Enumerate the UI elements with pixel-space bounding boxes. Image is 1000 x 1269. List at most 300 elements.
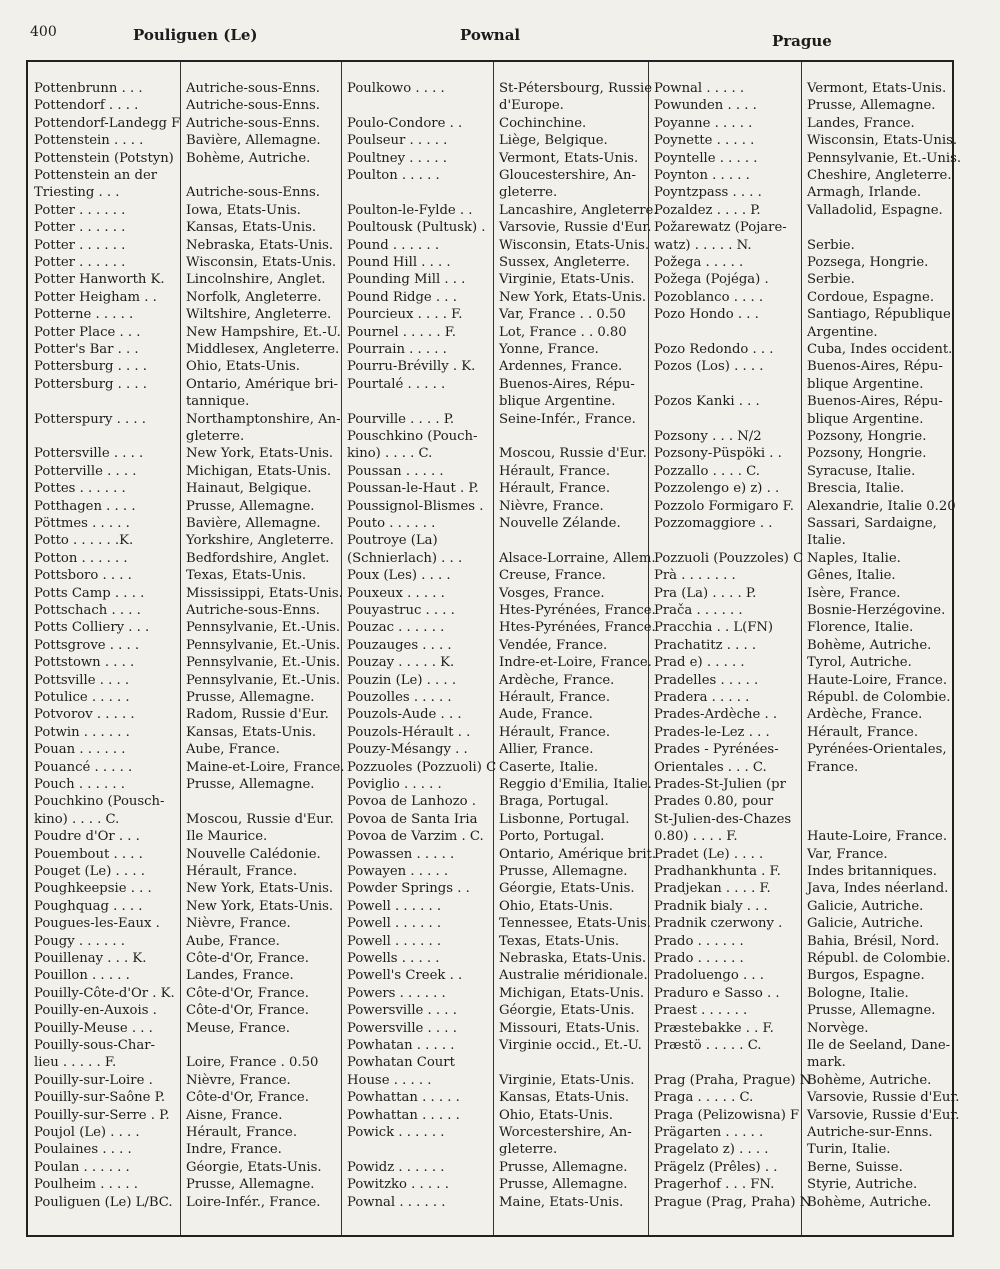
- table-row: [28, 1159, 341, 1176]
- table-row: [648, 1141, 954, 1158]
- place-name: Poulseur . . . . .: [347, 133, 448, 149]
- table-row: [28, 776, 341, 793]
- table-row: [341, 1176, 648, 1193]
- table-row: [648, 1072, 954, 1089]
- table-row: [28, 115, 341, 132]
- table-row: [28, 271, 341, 288]
- table-row: [28, 445, 341, 462]
- place-location: Bavière, Allemagne.: [186, 133, 321, 149]
- place-location: Radom, Russie d'Eur.: [186, 707, 329, 723]
- table-row: [28, 1141, 341, 1158]
- place-name: Povoa de Lanhozo .: [347, 794, 476, 810]
- table-row: [341, 793, 648, 810]
- place-name: Pozzuoles (Pozzuoli) C: [347, 759, 497, 775]
- place-location: Michigan, Etats-Unis.: [186, 463, 332, 479]
- place-name: Pottersburg . . . .: [34, 376, 147, 392]
- place-name: Prà . . . . . . .: [654, 568, 736, 584]
- place-name: Poulton . . . . .: [347, 168, 440, 183]
- table-row: [341, 97, 648, 114]
- place-location: Liège, Belgique.: [499, 133, 608, 149]
- place-location: Hainaut, Belgique.: [186, 481, 312, 497]
- place-location: Bahia, Brésil, Nord.: [807, 933, 940, 949]
- place-location: Hérault, France.: [186, 864, 298, 879]
- table-row: [28, 1089, 341, 1106]
- place-location: Porto, Portugal.: [499, 829, 605, 845]
- place-location: Aude, France.: [499, 707, 593, 723]
- place-name: Poultousk (Pultusk) .: [347, 220, 486, 236]
- place-name: Powells . . . . .: [347, 951, 440, 966]
- table-row: [341, 289, 648, 306]
- table-row: [341, 428, 648, 445]
- place-location: Cochinchine.: [499, 115, 587, 131]
- table-row: [28, 828, 341, 845]
- table-row: [648, 393, 954, 410]
- place-location: Virginie, Etats-Unis.: [499, 272, 635, 288]
- place-name: Potterne . . . . .: [34, 307, 134, 323]
- place-name: Powhatan Court: [347, 1055, 455, 1071]
- place-location: Pozsega, Hongrie.: [807, 255, 929, 270]
- place-name: Poutroye (La): [347, 533, 438, 549]
- place-location: Maine, Etats-Unis.: [499, 1194, 624, 1210]
- table-row: [648, 1176, 954, 1193]
- place-name: Pournel . . . . . F.: [347, 324, 456, 340]
- place-location: Cordoue, Espagne.: [807, 289, 935, 305]
- table-row: [648, 411, 954, 428]
- table-row: [648, 150, 962, 167]
- table-row: [648, 811, 954, 828]
- place-name: Poussan-le-Haut . P.: [347, 481, 479, 497]
- place-location: Côte-d'Or, France.: [186, 985, 309, 1001]
- table-row: [28, 585, 341, 602]
- place-name: Pottenstein . . . .: [34, 133, 144, 149]
- place-location: Indre-et-Loire, France.: [499, 655, 652, 671]
- table-row: [648, 167, 954, 184]
- place-name: Pozzuoli (Pouzzoles) C: [654, 550, 804, 566]
- place-location: Creuse, France.: [499, 568, 606, 584]
- place-name: Potvorov . . . . .: [34, 707, 135, 723]
- place-name: Pradelles . . . . .: [654, 672, 759, 688]
- table-row: [648, 654, 954, 671]
- place-name: Pourcieux . . . . F.: [347, 307, 463, 323]
- place-location: Santiago, République: [807, 307, 951, 323]
- place-name: Poynton . . . . .: [654, 168, 750, 183]
- table-row: [28, 567, 341, 584]
- place-name: Pouzauges . . . .: [347, 637, 452, 653]
- place-name: Præstö . . . . . C.: [654, 1038, 762, 1053]
- place-name: Powitzko . . . . .: [347, 1177, 449, 1193]
- table-row: [341, 1037, 648, 1054]
- place-name: Præstebakke . . F.: [654, 1020, 774, 1036]
- place-location: Prusse, Allemagne.: [186, 777, 315, 792]
- place-name: kino) . . . . C.: [34, 811, 120, 827]
- place-location: Prusse, Allemagne.: [807, 98, 936, 114]
- place-name: Pottschach . . . .: [34, 603, 141, 618]
- place-location: Mississippi, Etats-Unis.: [186, 585, 343, 601]
- table-row: [648, 950, 954, 967]
- place-name: Potts Camp . . . .: [34, 585, 145, 601]
- place-name: Potulice . . . . .: [34, 690, 130, 705]
- place-location: Vermont, Etats-Unis.: [807, 81, 947, 96]
- table-row: [648, 637, 954, 654]
- place-location: Buenos-Aires, Répu-: [499, 376, 635, 392]
- place-location: Géorgie, Etats-Unis.: [499, 1003, 635, 1019]
- place-name: Prag (Praha, Prague) N: [654, 1072, 812, 1088]
- place-name: Pouzay . . . . . K.: [347, 655, 455, 671]
- table-row: [28, 724, 341, 741]
- place-name: Praduro e Sasso . .: [654, 985, 780, 1001]
- place-name: Pradnik czerwony .: [654, 916, 783, 932]
- table-row: [341, 324, 648, 341]
- table-row: [648, 672, 954, 689]
- place-location: Républ. de Colombie.: [807, 690, 951, 705]
- place-name: Prachatitz . . . .: [654, 637, 757, 653]
- place-location: Naples, Italie.: [807, 550, 901, 566]
- table-row: [341, 828, 648, 845]
- place-location: Middlesex, Angleterre.: [186, 342, 340, 357]
- table-row: [648, 289, 954, 306]
- table-row: [648, 115, 954, 132]
- place-name: Prado . . . . . .: [654, 933, 744, 949]
- place-name: Poujol (Le) . . . .: [34, 1125, 140, 1140]
- place-name: Pottendorf-Landegg F: [34, 115, 181, 131]
- place-location: Norfolk, Angleterre.: [186, 289, 322, 305]
- table-row: [648, 532, 954, 549]
- place-location: Northamptonshire, An-: [186, 411, 341, 427]
- table-row: [341, 741, 648, 758]
- table-row: [648, 550, 954, 567]
- table-row: [341, 1141, 648, 1158]
- place-location: Ontario, Amérique bri-: [186, 376, 339, 392]
- place-name: Pradnik bialy . . .: [654, 898, 768, 914]
- place-name: Poulton-le-Fylde . .: [347, 202, 473, 218]
- table-row: [648, 1054, 954, 1071]
- table-row: [28, 324, 341, 341]
- place-location: Norvège.: [807, 1020, 869, 1036]
- table-row: [341, 237, 648, 254]
- place-name: Poughquag . . . .: [34, 898, 143, 914]
- place-name: Pottendorf . . . .: [34, 98, 139, 114]
- place-location: Prusse, Allemagne.: [499, 1177, 628, 1193]
- table-row: [648, 1037, 954, 1054]
- table-row: [648, 602, 954, 619]
- place-name: Poulheim . . . . .: [34, 1177, 138, 1193]
- place-location: Worcestershire, An-: [499, 1125, 632, 1140]
- place-location: Florence, Italie.: [807, 620, 914, 636]
- table-row: [28, 1002, 341, 1019]
- table-row: [341, 271, 648, 288]
- table-row: [648, 846, 954, 863]
- table-row: [648, 689, 954, 706]
- place-name: Poyntzpass . . . .: [654, 185, 762, 201]
- place-name: Pouilly-sur-Loire .: [34, 1072, 153, 1088]
- place-location: Wisconsin, Etats-Unis.: [499, 237, 650, 253]
- table-row: [341, 150, 648, 167]
- place-name: Pradhankhunta . F.: [654, 864, 781, 879]
- place-location: Kansas, Etats-Unis.: [499, 1090, 630, 1106]
- place-location: Aisne, France.: [186, 1107, 283, 1123]
- table-row: [341, 393, 648, 410]
- place-location: Hérault, France.: [499, 724, 611, 740]
- place-name: Pozsony-Püspöki . .: [654, 446, 782, 462]
- place-name: Potter Place . . .: [34, 324, 141, 340]
- place-name: Pottersville . . . .: [34, 446, 144, 462]
- place-name: Potts Colliery . . .: [34, 620, 150, 636]
- table-row: [648, 985, 954, 1002]
- place-name: Pöttmes . . . . .: [34, 516, 130, 531]
- place-location: Iowa, Etats-Unis.: [186, 202, 301, 218]
- place-location: Bologne, Italie.: [807, 985, 909, 1001]
- place-location: New York, Etats-Unis.: [186, 446, 334, 462]
- table-row: [28, 428, 341, 445]
- place-location: Htes-Pyrénées, France.: [499, 603, 656, 618]
- place-name: Pouillenay . . . K.: [34, 951, 147, 966]
- place-location: Pennsylvanie, Et.-Unis.: [186, 637, 341, 653]
- place-name: Prades-le-Lez . . .: [654, 724, 770, 740]
- table-row: [648, 324, 954, 341]
- place-location: Valladolid, Espagne.: [807, 202, 943, 218]
- table-row: [648, 428, 954, 445]
- place-name: Powell's Creek . .: [347, 968, 463, 984]
- place-location: Hérault, France.: [499, 481, 611, 497]
- place-location: Turin, Italie.: [807, 1142, 891, 1158]
- place-name: Poulaines . . . .: [34, 1142, 132, 1158]
- place-name: Pozo Redondo . . .: [654, 342, 774, 357]
- table-row: [648, 376, 954, 393]
- place-name: Pottenstein an der: [34, 168, 158, 183]
- place-name: Pozos Kanki . . .: [654, 394, 760, 410]
- place-location: Autriche-sous-Enns.: [186, 98, 320, 114]
- place-location: Côte-d'Or, France.: [186, 951, 309, 966]
- place-name: Pottsville . . . .: [34, 672, 130, 688]
- table-row: [28, 550, 341, 567]
- place-location: d'Europe.: [499, 98, 564, 114]
- table-row: [648, 341, 954, 358]
- place-name: Poviglio . . . . .: [347, 777, 442, 792]
- place-name: Pouliguen (Le) L/BC.: [34, 1194, 173, 1210]
- place-location: Seine-Infér., France.: [499, 411, 636, 427]
- table-row: [341, 515, 648, 532]
- place-name: Poux (Les) . . . .: [347, 568, 451, 584]
- place-name: Pouzols-Hérault . .: [347, 724, 471, 740]
- table-row: [341, 115, 648, 132]
- place-location: Bavière, Allemagne.: [186, 516, 321, 531]
- place-name: kino) . . . . C.: [347, 446, 433, 462]
- table-row: [341, 724, 648, 741]
- place-name: Pouilly-en-Auxois .: [34, 1003, 157, 1019]
- place-location: Républ. de Colombie.: [807, 951, 951, 966]
- table-row: [341, 219, 652, 236]
- place-location: Nouvelle Zélande.: [499, 516, 621, 531]
- place-location: Alsace-Lorraine, Allem.: [499, 550, 656, 566]
- table-row: [28, 480, 341, 497]
- table-row: [28, 1072, 341, 1089]
- table-row: [648, 480, 954, 497]
- table-row: [648, 515, 954, 532]
- place-location: Ohio, Etats-Unis.: [499, 898, 613, 914]
- table-row: [341, 411, 648, 428]
- place-location: Varsovie, Russie d'Eur.: [807, 1107, 960, 1123]
- table-row: [648, 463, 954, 480]
- table-row: [28, 602, 341, 619]
- place-name: Pottersburg . . . .: [34, 359, 147, 375]
- place-name: Pourru-Brévilly . K.: [347, 359, 476, 375]
- place-name: Potter . . . . . .: [34, 237, 126, 253]
- place-name: lieu . . . . . F.: [34, 1055, 117, 1071]
- table-row: [28, 915, 341, 932]
- table-row: [28, 1020, 341, 1037]
- table-row: [648, 724, 954, 741]
- table-row: [28, 741, 341, 758]
- table-row: [28, 341, 341, 358]
- place-name: Poyntelle . . . . .: [654, 150, 758, 166]
- table-row: [341, 1072, 648, 1089]
- place-location: Pennsylvanie, Et.-Unis.: [186, 655, 341, 671]
- table-row: [341, 341, 648, 358]
- table-row: [648, 202, 954, 219]
- place-location: Aube, France.: [186, 742, 280, 758]
- table-row: [28, 1194, 341, 1211]
- place-location: Missouri, Etats-Unis.: [499, 1020, 640, 1036]
- place-name: Potto . . . . . .K.: [34, 533, 134, 549]
- table-row: [341, 532, 648, 549]
- place-name: Poulkowo . . . .: [347, 81, 445, 96]
- table-row: [648, 828, 954, 845]
- table-row: [28, 759, 345, 776]
- table-row: [341, 463, 648, 480]
- place-name: Pottsgrove . . . .: [34, 637, 140, 653]
- table-row: [341, 132, 648, 149]
- place-location: Lisbonne, Portugal.: [499, 811, 630, 827]
- table-row: [28, 498, 341, 515]
- table-row: [648, 1020, 954, 1037]
- place-name: Pozzolo Formigaro F.: [654, 498, 794, 514]
- table-row: [28, 1037, 341, 1054]
- place-name: Pouzols-Aude . . .: [347, 707, 462, 723]
- place-name: Pound Hill . . . .: [347, 255, 451, 270]
- table-row: [28, 672, 341, 689]
- table-row: [28, 689, 341, 706]
- table-row: [341, 498, 648, 515]
- place-name: Povoa de Santa Iria: [347, 811, 478, 827]
- place-location: Pennsylvanie, Et.-Unis.: [186, 672, 341, 688]
- table-row: [341, 254, 648, 271]
- place-location: Wisconsin, Etats-Unis.: [186, 255, 337, 270]
- place-name: Pouto . . . . . .: [347, 516, 436, 531]
- table-row: [648, 219, 954, 236]
- place-location: New Hampshire, Et.-U.: [186, 324, 341, 340]
- place-name: Pozsony . . . N/2: [654, 429, 762, 444]
- table-row: [341, 933, 648, 950]
- place-name: Potter Hanworth K.: [34, 272, 165, 288]
- place-location: Cheshire, Angleterre.: [807, 168, 952, 183]
- place-name: Pozzallo . . . . C.: [654, 463, 760, 479]
- table-row: [648, 567, 954, 584]
- table-row: [648, 254, 954, 271]
- place-name: Požarewatz (Pojare-: [654, 220, 787, 236]
- table-row: [28, 202, 341, 219]
- table-row: [341, 950, 648, 967]
- place-location: Berne, Suisse.: [807, 1159, 903, 1175]
- table-row: [28, 411, 341, 428]
- place-location: Lancashire, Angleterre.: [499, 202, 658, 218]
- place-name: Pouembout . . . .: [34, 846, 143, 862]
- table-row: [648, 237, 954, 254]
- table-row: [28, 358, 341, 375]
- place-name: Pouilly-sous-Char-: [34, 1038, 155, 1053]
- place-name: Powers . . . . . .: [347, 985, 446, 1001]
- table-row: [28, 254, 341, 271]
- place-location: Yonne, France.: [499, 342, 599, 357]
- place-location: Géorgie, Etats-Unis.: [186, 1159, 322, 1175]
- place-location: Aube, France.: [186, 933, 280, 949]
- place-name: Pouilly-sur-Serre . P.: [34, 1107, 170, 1123]
- place-location: Cuba, Indes occident.: [807, 342, 953, 357]
- place-name: Pottenbrunn . . .: [34, 81, 143, 96]
- table-row: [341, 585, 648, 602]
- place-name: Potter's Bar . . .: [34, 342, 139, 357]
- place-location: Nebraska, Etats-Unis.: [186, 237, 334, 253]
- place-name: Powidz . . . . . .: [347, 1159, 445, 1175]
- place-location: Nièvre, France.: [186, 916, 291, 932]
- table-row: [648, 898, 954, 915]
- place-location: Sassari, Sardaigne,: [807, 516, 937, 531]
- place-location: Yorkshire, Angleterre.: [186, 533, 334, 549]
- table-row: [648, 776, 954, 793]
- table-row: [28, 863, 341, 880]
- place-name: Pouyastruc . . . .: [347, 603, 455, 618]
- place-location: Vermont, Etats-Unis.: [499, 150, 639, 166]
- table-row: [341, 1002, 648, 1019]
- table-row: [28, 654, 341, 671]
- table-row: [341, 1020, 648, 1037]
- place-location: Tennessee, Etats-Unis.: [499, 916, 651, 932]
- place-location: gleterre.: [186, 429, 245, 444]
- place-name: Powell . . . . . .: [347, 916, 442, 932]
- place-name: Pozo Hondo . . .: [654, 307, 759, 323]
- place-location: Syracuse, Italie.: [807, 463, 916, 479]
- place-name: Powersville . . . .: [347, 1020, 457, 1036]
- place-location: Prusse, Allemagne.: [186, 1177, 315, 1193]
- table-row: [648, 358, 954, 375]
- place-name: Pounding Mill . . .: [347, 272, 466, 288]
- place-location: Haute-Loire, France.: [807, 829, 948, 845]
- place-location: Indes britanniques.: [807, 864, 937, 879]
- table-row: [28, 219, 341, 236]
- place-name: Prague (Prag, Praha) N: [654, 1194, 812, 1210]
- place-location: Landes, France.: [807, 115, 915, 131]
- place-name: Praga . . . . . C.: [654, 1090, 754, 1106]
- table-row: [648, 132, 958, 149]
- place-name: Powick . . . . . .: [347, 1125, 445, 1140]
- table-row: [648, 306, 954, 323]
- table-row: [648, 1089, 960, 1106]
- place-location: Wisconsin, Etats-Unis.: [807, 133, 958, 149]
- place-name: Praga (Pelizowisna) F: [654, 1107, 800, 1123]
- table-row: [341, 898, 648, 915]
- place-location: Bedfordshire, Anglet.: [186, 550, 330, 566]
- place-location: Tyrol, Autriche.: [807, 655, 912, 671]
- table-row: [28, 306, 341, 323]
- place-location: Bohème, Autriche.: [186, 150, 311, 166]
- place-location: Prusse, Allemagne.: [186, 498, 315, 514]
- place-location: Styrie, Autriche.: [807, 1177, 918, 1193]
- place-name: Pradera . . . . .: [654, 690, 750, 705]
- place-name: Poyanne . . . . .: [654, 115, 753, 131]
- table-row: [28, 811, 341, 828]
- table-row: [648, 1002, 954, 1019]
- place-name: Potter Heigham . .: [34, 289, 157, 305]
- place-name: Pouzac . . . . . .: [347, 620, 445, 636]
